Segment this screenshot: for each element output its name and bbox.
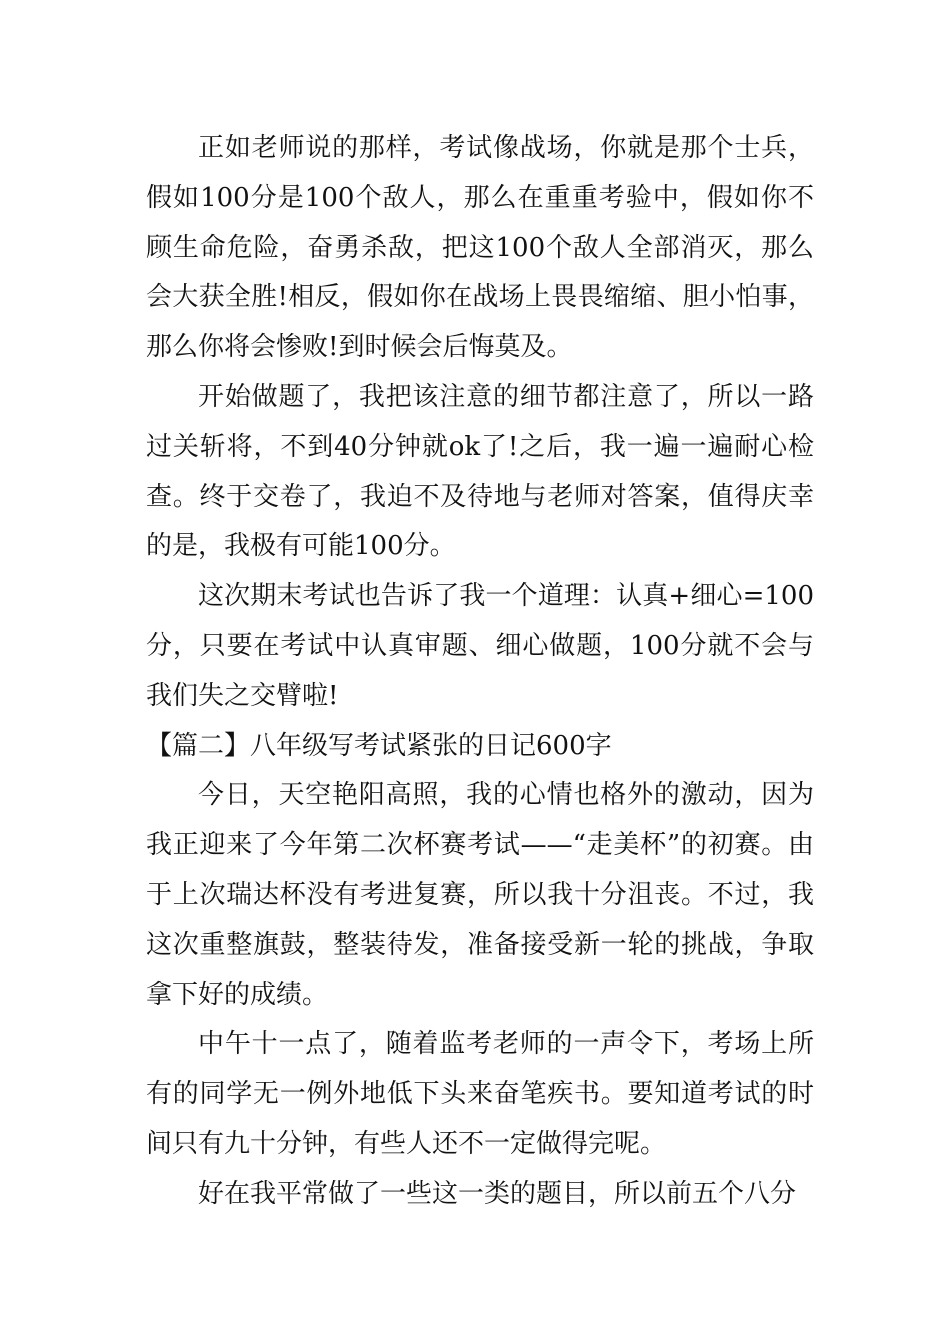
section-heading: 【篇二】八年级写考试紧张的日记600字 bbox=[146, 730, 612, 761]
paragraph-start-answering: 开始做题了，我把该注意的细节都注意了，所以一路过关斩将，不到40分钟就ok了!之后，我一遍一遍耐心检查。终于交卷了，我迫不及待地与老师对答案，值得庆幸的是，我极有可能100分。 bbox=[146, 381, 814, 562]
paragraph-exam-battlefield: 正如老师说的那样，考试像战场，你就是那个士兵，假如100分是100个敌人，那么在重重考验中，假如你不顾生命危险，奋勇杀敌，把这100个敌人全部消灭，那么会大获全胜!相反，假如你在战场上畏畏缩缩、胆小怕事，那么你将会惨败!到时候会后悔莫及。 bbox=[146, 133, 814, 363]
document-body bbox=[146, 124, 814, 1220]
paragraph-exam-begins: 中午十一点了，随着监考老师的一声令下，考场上所有的同学无一例外地低下头来奋笔疾书。要知道考试的时间只有九十分钟，有些人还不一定做得完呢。 bbox=[146, 1029, 814, 1159]
paragraph-practice-helped: 好在我平常做了一些这一类的题目，所以前五个八分 bbox=[198, 1178, 797, 1209]
paragraph-competition-day: 今日，天空艳阳高照，我的心情也格外的激动，因为我正迎来了今年第二次杯赛考试——“走美杯”的初赛。由于上次瑞达杯没有考进复赛，所以我十分沮丧。不过，我这次重整旗鼓，整装待发，准备接受新一轮的挑战，争取拿下好的成绩。 bbox=[146, 780, 814, 1010]
paragraph-lesson-learned: 这次期末考试也告诉了我一个道理：认真+细心=100分，只要在考试中认真审题、细心做题，100分就不会与我们失之交臂啦! bbox=[146, 581, 814, 711]
